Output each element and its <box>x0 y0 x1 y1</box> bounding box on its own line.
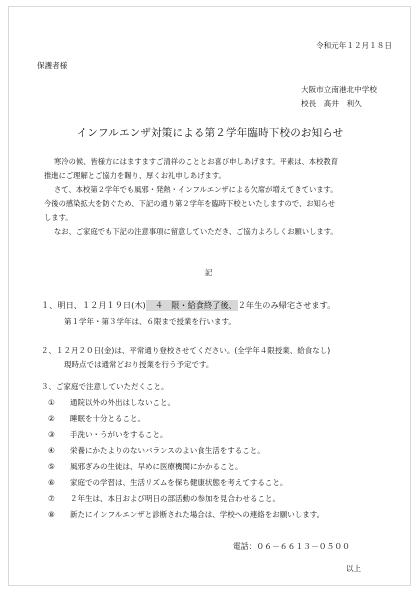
note-text: 家庭での学習は、生活リズムを保ち健康状態を考えてすること。 <box>70 478 288 487</box>
intro-line: 今後の感染拡大を防ぐため、下記の通り第２学年を臨時下校といたしますので、お知らせ <box>44 199 336 208</box>
note-text: 手洗い・うがいをすること。 <box>70 430 168 439</box>
item-1-sub: 第１学年・第３学年は、６限まで授業を行います。 <box>64 317 236 326</box>
item-3-heading: ３、ご家庭で注意していただくこと。 <box>41 382 169 391</box>
note-text: 栄養にかたよりのないバランスのよい食生活をすること。 <box>70 446 265 455</box>
note-number: ③ <box>48 430 55 439</box>
intro-line: 推進にご理解とご協力を賜り、厚くお礼申しあげます。 <box>44 171 226 180</box>
school-name: 大阪市立南港北中学校 <box>301 85 377 94</box>
addressee: 保護者様 <box>37 61 68 70</box>
notice-title: インフルエンザ対策による第２学年臨時下校のお知らせ <box>76 127 344 139</box>
item-1-highlight: ４ 限・給食終了後、 <box>146 300 237 310</box>
contact-phone: 電話：０６－６６１３－０５００ <box>233 542 350 551</box>
note-number: ⑥ <box>48 478 55 487</box>
principal-name: 校長 髙井 利久 <box>301 99 362 108</box>
intro-line: します。 <box>44 213 73 222</box>
note-text: 睡眠を十分とること。 <box>70 414 145 423</box>
note-item <box>48 445 265 456</box>
intro-line: なお、ご家庭でも下記の注意事項に留意していただき、ご協力よろしくお願いします。 <box>54 227 338 236</box>
note-number: ⑧ <box>48 510 55 519</box>
item-2-sub: 現時点では通常どおり授業を行う予定です。 <box>64 360 214 369</box>
note-item <box>48 461 243 472</box>
item-1-suffix: ２年生のみ帰宅させます。 <box>237 300 336 310</box>
note-text: 新たにインフルエンザと診断された場合は、学校への連絡をお願いします。 <box>70 510 325 519</box>
note-item <box>48 477 287 488</box>
note-item <box>48 397 175 408</box>
note-text: 通院以外の外出はしないこと。 <box>70 398 175 407</box>
note-item <box>48 493 280 504</box>
item-2: ２、１２月２０日(金)は、平常通り登校させてください。(全学年４限授業、給食なし) <box>41 346 331 355</box>
note-number: ④ <box>48 446 55 455</box>
note-text: ２年生は、本日および明日の部活動の参加を見合わせること。 <box>70 494 280 503</box>
note-number: ⑦ <box>48 494 55 503</box>
item-1 <box>41 300 335 311</box>
note-number: ① <box>48 398 55 407</box>
note-text: 風邪ぎみの生徒は、早めに医療機関にかかること。 <box>70 462 243 471</box>
note-item <box>48 509 324 520</box>
note-item <box>48 413 145 424</box>
closing-mark: 以上 <box>346 564 361 573</box>
item-1-prefix: １、明日、１２月１９日(木) <box>41 300 146 310</box>
issue-date: 令和元年１２月１８日 <box>316 41 392 50</box>
intro-line: 寒冷の候、皆様方にはますますご清祥のこととお喜び申しあげます。平素は、本校教育 <box>54 157 338 166</box>
note-item <box>48 429 168 440</box>
note-number: ⑤ <box>48 462 55 471</box>
ki-heading: 記 <box>205 268 213 277</box>
intro-line: さて、本校第２学年でも風邪・発熱・インフルエンザによる欠席が増えてきています。 <box>54 185 338 194</box>
note-number: ② <box>48 414 55 423</box>
